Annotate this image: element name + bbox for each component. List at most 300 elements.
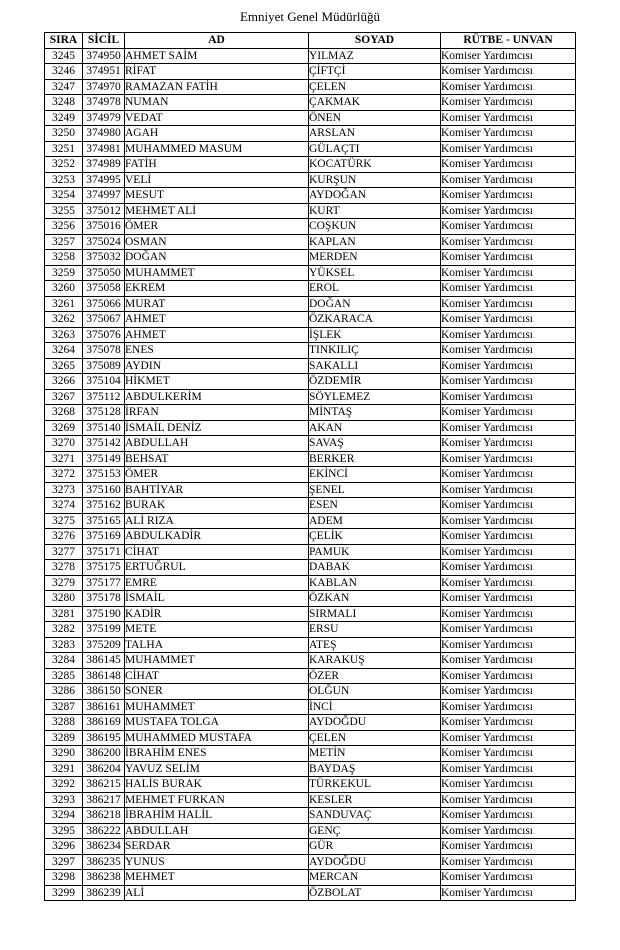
cell-sicil: 375140 — [83, 420, 125, 436]
cell-sicil: 375190 — [83, 606, 125, 622]
cell-rutbe: Komiser Yardımcısı — [441, 219, 576, 235]
cell-rutbe: Komiser Yardımcısı — [441, 637, 576, 653]
cell-sira: 3298 — [45, 870, 83, 886]
cell-soyad: TÜRKEKUL — [309, 777, 441, 793]
cell-rutbe: Komiser Yardımcısı — [441, 327, 576, 343]
cell-sicil: 386235 — [83, 854, 125, 870]
cell-rutbe: Komiser Yardımcısı — [441, 467, 576, 483]
cell-rutbe: Komiser Yardımcısı — [441, 126, 576, 142]
cell-soyad: DABAK — [309, 560, 441, 576]
cell-rutbe: Komiser Yardımcısı — [441, 312, 576, 328]
cell-ad: HALİS BURAK — [125, 777, 309, 793]
cell-sicil: 375142 — [83, 436, 125, 452]
cell-soyad: KURT — [309, 203, 441, 219]
cell-rutbe: Komiser Yardımcısı — [441, 498, 576, 514]
cell-ad: KADİR — [125, 606, 309, 622]
cell-soyad: ÇELEN — [309, 730, 441, 746]
cell-sicil: 386238 — [83, 870, 125, 886]
table-row — [45, 823, 576, 839]
cell-sicil: 386200 — [83, 746, 125, 762]
table-row — [45, 746, 576, 762]
cell-sira: 3289 — [45, 730, 83, 746]
cell-sicil: 375076 — [83, 327, 125, 343]
table-row — [45, 343, 576, 359]
cell-ad: AGAH — [125, 126, 309, 142]
cell-ad: BURAK — [125, 498, 309, 514]
cell-soyad: ÇELEN — [309, 79, 441, 95]
cell-rutbe: Komiser Yardımcısı — [441, 250, 576, 266]
cell-sicil: 375032 — [83, 250, 125, 266]
cell-sicil: 375089 — [83, 358, 125, 374]
cell-ad: BAHTİYAR — [125, 482, 309, 498]
cell-ad: AHMET — [125, 312, 309, 328]
table-row — [45, 854, 576, 870]
cell-ad: ALİ — [125, 885, 309, 901]
cell-soyad: KARAKUŞ — [309, 653, 441, 669]
cell-sicil: 386195 — [83, 730, 125, 746]
cell-rutbe: Komiser Yardımcısı — [441, 296, 576, 312]
document-title: Emniyet Genel Müdürlüğü — [239, 9, 381, 24]
cell-sicil: 375169 — [83, 529, 125, 545]
cell-soyad: PAMUK — [309, 544, 441, 560]
cell-sira: 3264 — [45, 343, 83, 359]
cell-soyad: GENÇ — [309, 823, 441, 839]
cell-rutbe: Komiser Yardımcısı — [441, 95, 576, 111]
cell-ad: ABDULLAH — [125, 823, 309, 839]
cell-ad: RİFAT — [125, 64, 309, 80]
table-row — [45, 529, 576, 545]
cell-sicil: 386217 — [83, 792, 125, 808]
cell-soyad: YILMAZ — [309, 48, 441, 64]
cell-soyad: ERSU — [309, 622, 441, 638]
table-row — [45, 591, 576, 607]
cell-soyad: ESEN — [309, 498, 441, 514]
table-row — [45, 358, 576, 374]
cell-rutbe: Komiser Yardımcısı — [441, 715, 576, 731]
cell-sicil: 375162 — [83, 498, 125, 514]
cell-sira: 3283 — [45, 637, 83, 653]
cell-soyad: KOCATÜRK — [309, 157, 441, 173]
cell-ad: İSMAİL DENİZ — [125, 420, 309, 436]
cell-rutbe: Komiser Yardımcısı — [441, 188, 576, 204]
cell-sira: 3280 — [45, 591, 83, 607]
table-row — [45, 203, 576, 219]
cell-rutbe: Komiser Yardımcısı — [441, 203, 576, 219]
cell-sira: 3297 — [45, 854, 83, 870]
table-row — [45, 79, 576, 95]
table-row — [45, 808, 576, 824]
cell-ad: AHMET — [125, 327, 309, 343]
cell-ad: ÖMER — [125, 219, 309, 235]
cell-rutbe: Komiser Yardımcısı — [441, 823, 576, 839]
cell-sicil: 375175 — [83, 560, 125, 576]
cell-sira: 3276 — [45, 529, 83, 545]
cell-soyad: ADEM — [309, 513, 441, 529]
cell-sira: 3248 — [45, 95, 83, 111]
table-row — [45, 265, 576, 281]
cell-soyad: BERKER — [309, 451, 441, 467]
table-row — [45, 699, 576, 715]
cell-soyad: DOĞAN — [309, 296, 441, 312]
cell-ad: METE — [125, 622, 309, 638]
cell-soyad: EKİNCİ — [309, 467, 441, 483]
cell-sicil: 375066 — [83, 296, 125, 312]
cell-sira: 3282 — [45, 622, 83, 638]
cell-ad: ALİ RIZA — [125, 513, 309, 529]
table-row — [45, 668, 576, 684]
cell-rutbe: Komiser Yardımcısı — [441, 358, 576, 374]
cell-sira: 3253 — [45, 172, 83, 188]
cell-soyad: MİNTAŞ — [309, 405, 441, 421]
cell-sira: 3268 — [45, 405, 83, 421]
cell-ad: ABDULKADİR — [125, 529, 309, 545]
cell-rutbe: Komiser Yardımcısı — [441, 265, 576, 281]
cell-rutbe: Komiser Yardımcısı — [441, 684, 576, 700]
cell-sira: 3295 — [45, 823, 83, 839]
cell-rutbe: Komiser Yardımcısı — [441, 622, 576, 638]
cell-ad: AYDIN — [125, 358, 309, 374]
cell-ad: İBRAHİM ENES — [125, 746, 309, 762]
cell-ad: ABDULKERİM — [125, 389, 309, 405]
cell-sira: 3260 — [45, 281, 83, 297]
cell-ad: ERTUĞRUL — [125, 560, 309, 576]
cell-sicil: 386239 — [83, 885, 125, 901]
cell-rutbe: Komiser Yardımcısı — [441, 575, 576, 591]
cell-soyad: ÇİFTÇİ — [309, 64, 441, 80]
cell-soyad: ÖZKARACA — [309, 312, 441, 328]
cell-sira: 3247 — [45, 79, 83, 95]
cell-soyad: ÖNEN — [309, 110, 441, 126]
cell-sicil: 374989 — [83, 157, 125, 173]
table-row — [45, 126, 576, 142]
table-row — [45, 436, 576, 452]
table-row — [45, 374, 576, 390]
cell-rutbe: Komiser Yardımcısı — [441, 761, 576, 777]
cell-rutbe: Komiser Yardımcısı — [441, 746, 576, 762]
table-header-row — [45, 33, 576, 49]
header-ad: AD — [125, 33, 309, 49]
cell-sicil: 375050 — [83, 265, 125, 281]
cell-sicil: 375078 — [83, 343, 125, 359]
table-row — [45, 157, 576, 173]
cell-sicil: 374979 — [83, 110, 125, 126]
cell-rutbe: Komiser Yardımcısı — [441, 157, 576, 173]
cell-sicil: 375178 — [83, 591, 125, 607]
table-row — [45, 451, 576, 467]
cell-soyad: METİN — [309, 746, 441, 762]
cell-ad: NUMAN — [125, 95, 309, 111]
cell-ad: TALHA — [125, 637, 309, 653]
cell-soyad: GÜLAÇTI — [309, 141, 441, 157]
cell-soyad: ATEŞ — [309, 637, 441, 653]
table-row — [45, 110, 576, 126]
cell-sira: 3273 — [45, 482, 83, 498]
cell-sicil: 375112 — [83, 389, 125, 405]
cell-soyad: KAPLAN — [309, 234, 441, 250]
cell-ad: AHMET SAİM — [125, 48, 309, 64]
cell-soyad: ARSLAN — [309, 126, 441, 142]
cell-sicil: 375016 — [83, 219, 125, 235]
cell-soyad: SÖYLEMEZ — [309, 389, 441, 405]
cell-soyad: SANDUVAÇ — [309, 808, 441, 824]
cell-rutbe: Komiser Yardımcısı — [441, 668, 576, 684]
cell-sira: 3265 — [45, 358, 83, 374]
table-row — [45, 64, 576, 80]
cell-soyad: İŞLEK — [309, 327, 441, 343]
cell-rutbe: Komiser Yardımcısı — [441, 606, 576, 622]
cell-soyad: AYDOĞAN — [309, 188, 441, 204]
table-row — [45, 95, 576, 111]
cell-sira: 3291 — [45, 761, 83, 777]
cell-sira: 3252 — [45, 157, 83, 173]
cell-sira: 3263 — [45, 327, 83, 343]
cell-rutbe: Komiser Yardımcısı — [441, 839, 576, 855]
cell-rutbe: Komiser Yardımcısı — [441, 79, 576, 95]
cell-sicil: 375171 — [83, 544, 125, 560]
cell-soyad: ÖZDEMİR — [309, 374, 441, 390]
cell-ad: İSMAİL — [125, 591, 309, 607]
table-row — [45, 172, 576, 188]
cell-sira: 3278 — [45, 560, 83, 576]
cell-rutbe: Komiser Yardımcısı — [441, 792, 576, 808]
table-row — [45, 730, 576, 746]
cell-sira: 3293 — [45, 792, 83, 808]
cell-sicil: 374970 — [83, 79, 125, 95]
cell-rutbe: Komiser Yardımcısı — [441, 529, 576, 545]
cell-ad: CİHAT — [125, 544, 309, 560]
cell-sicil: 375177 — [83, 575, 125, 591]
cell-soyad: MERDEN — [309, 250, 441, 266]
cell-soyad: MERCAN — [309, 870, 441, 886]
cell-rutbe: Komiser Yardımcısı — [441, 281, 576, 297]
cell-sira: 3281 — [45, 606, 83, 622]
cell-rutbe: Komiser Yardımcısı — [441, 699, 576, 715]
cell-sicil: 386218 — [83, 808, 125, 824]
cell-rutbe: Komiser Yardımcısı — [441, 560, 576, 576]
cell-rutbe: Komiser Yardımcısı — [441, 854, 576, 870]
cell-soyad: EROL — [309, 281, 441, 297]
cell-sira: 3246 — [45, 64, 83, 80]
cell-sicil: 374995 — [83, 172, 125, 188]
cell-ad: EMRE — [125, 575, 309, 591]
table-body — [45, 48, 576, 901]
cell-ad: ABDULLAH — [125, 436, 309, 452]
table-row — [45, 653, 576, 669]
table-row — [45, 839, 576, 855]
cell-sira: 3245 — [45, 48, 83, 64]
cell-sira: 3256 — [45, 219, 83, 235]
cell-sicil: 386169 — [83, 715, 125, 731]
cell-sicil: 375058 — [83, 281, 125, 297]
cell-sicil: 375024 — [83, 234, 125, 250]
cell-sicil: 386204 — [83, 761, 125, 777]
cell-ad: CİHAT — [125, 668, 309, 684]
cell-sicil: 374950 — [83, 48, 125, 64]
cell-rutbe: Komiser Yardımcısı — [441, 141, 576, 157]
cell-sira: 3296 — [45, 839, 83, 855]
cell-rutbe: Komiser Yardımcısı — [441, 420, 576, 436]
table-row — [45, 281, 576, 297]
cell-rutbe: Komiser Yardımcısı — [441, 730, 576, 746]
cell-sicil: 386145 — [83, 653, 125, 669]
table-row — [45, 498, 576, 514]
cell-sicil: 386161 — [83, 699, 125, 715]
cell-soyad: AKAN — [309, 420, 441, 436]
table-row — [45, 250, 576, 266]
cell-rutbe: Komiser Yardımcısı — [441, 374, 576, 390]
table-row — [45, 715, 576, 731]
table-row — [45, 885, 576, 901]
cell-sicil: 374980 — [83, 126, 125, 142]
cell-sira: 3285 — [45, 668, 83, 684]
cell-sicil: 375012 — [83, 203, 125, 219]
table-row — [45, 792, 576, 808]
cell-sira: 3277 — [45, 544, 83, 560]
cell-soyad: AYDOĞDU — [309, 715, 441, 731]
table-row — [45, 575, 576, 591]
cell-rutbe: Komiser Yardımcısı — [441, 64, 576, 80]
cell-sira: 3267 — [45, 389, 83, 405]
cell-soyad: SAKALLI — [309, 358, 441, 374]
header-sicil: SİCİL — [83, 33, 125, 49]
cell-rutbe: Komiser Yardımcısı — [441, 389, 576, 405]
cell-soyad: COŞKUN — [309, 219, 441, 235]
cell-sicil: 386148 — [83, 668, 125, 684]
cell-sira: 3279 — [45, 575, 83, 591]
table-row — [45, 513, 576, 529]
cell-sira: 3259 — [45, 265, 83, 281]
cell-ad: İRFAN — [125, 405, 309, 421]
table-row — [45, 327, 576, 343]
table-row — [45, 482, 576, 498]
cell-sicil: 374978 — [83, 95, 125, 111]
cell-ad: YAVUZ SELİM — [125, 761, 309, 777]
cell-sira: 3262 — [45, 312, 83, 328]
cell-sicil: 386215 — [83, 777, 125, 793]
cell-soyad: KABLAN — [309, 575, 441, 591]
cell-ad: MEHMET ALİ — [125, 203, 309, 219]
cell-rutbe: Komiser Yardımcısı — [441, 808, 576, 824]
cell-sira: 3275 — [45, 513, 83, 529]
cell-sira: 3274 — [45, 498, 83, 514]
cell-soyad: ÖZBOLAT — [309, 885, 441, 901]
header-sira: SIRA — [45, 33, 83, 49]
cell-ad: DOĞAN — [125, 250, 309, 266]
table-row — [45, 389, 576, 405]
cell-rutbe: Komiser Yardımcısı — [441, 110, 576, 126]
cell-ad: MESUT — [125, 188, 309, 204]
cell-sira: 3258 — [45, 250, 83, 266]
cell-sira: 3290 — [45, 746, 83, 762]
cell-soyad: KESLER — [309, 792, 441, 808]
table-row — [45, 467, 576, 483]
cell-sira: 3261 — [45, 296, 83, 312]
table-row — [45, 188, 576, 204]
cell-sicil: 375149 — [83, 451, 125, 467]
cell-ad: OSMAN — [125, 234, 309, 250]
cell-rutbe: Komiser Yardımcısı — [441, 885, 576, 901]
cell-ad: MUHAMMED MUSTAFA — [125, 730, 309, 746]
table-row — [45, 420, 576, 436]
cell-rutbe: Komiser Yardımcısı — [441, 405, 576, 421]
cell-ad: HİKMET — [125, 374, 309, 390]
cell-sira: 3288 — [45, 715, 83, 731]
cell-rutbe: Komiser Yardımcısı — [441, 234, 576, 250]
table-row — [45, 684, 576, 700]
cell-soyad: ÖZER — [309, 668, 441, 684]
cell-sira: 3250 — [45, 126, 83, 142]
header-soyad: SOYAD — [309, 33, 441, 49]
cell-sira: 3251 — [45, 141, 83, 157]
cell-sira: 3272 — [45, 467, 83, 483]
table-row — [45, 219, 576, 235]
table-row — [45, 234, 576, 250]
cell-soyad: KURŞUN — [309, 172, 441, 188]
cell-rutbe: Komiser Yardımcısı — [441, 436, 576, 452]
cell-rutbe: Komiser Yardımcısı — [441, 451, 576, 467]
cell-rutbe: Komiser Yardımcısı — [441, 48, 576, 64]
cell-sicil: 386150 — [83, 684, 125, 700]
cell-ad: BEHSAT — [125, 451, 309, 467]
cell-ad: YUNUS — [125, 854, 309, 870]
cell-soyad: ÇELİK — [309, 529, 441, 545]
cell-ad: ÖMER — [125, 467, 309, 483]
cell-rutbe: Komiser Yardımcısı — [441, 343, 576, 359]
cell-sira: 3284 — [45, 653, 83, 669]
cell-sira: 3294 — [45, 808, 83, 824]
cell-soyad: SIRMALI — [309, 606, 441, 622]
cell-ad: VELİ — [125, 172, 309, 188]
cell-soyad: BAYDAŞ — [309, 761, 441, 777]
cell-ad: ENES — [125, 343, 309, 359]
cell-rutbe: Komiser Yardımcısı — [441, 777, 576, 793]
cell-sicil: 386222 — [83, 823, 125, 839]
cell-ad: RAMAZAN FATİH — [125, 79, 309, 95]
cell-sicil: 374981 — [83, 141, 125, 157]
cell-rutbe: Komiser Yardımcısı — [441, 870, 576, 886]
cell-sira: 3254 — [45, 188, 83, 204]
cell-soyad: TINKILIÇ — [309, 343, 441, 359]
cell-ad: EKREM — [125, 281, 309, 297]
cell-sira: 3257 — [45, 234, 83, 250]
cell-ad: MEHMET — [125, 870, 309, 886]
table-row — [45, 637, 576, 653]
cell-sira: 3270 — [45, 436, 83, 452]
cell-rutbe: Komiser Yardımcısı — [441, 513, 576, 529]
cell-sira: 3299 — [45, 885, 83, 901]
cell-ad: SERDAR — [125, 839, 309, 855]
cell-ad: SONER — [125, 684, 309, 700]
cell-sira: 3287 — [45, 699, 83, 715]
cell-soyad: AYDOĞDU — [309, 854, 441, 870]
cell-ad: MUHAMMED MASUM — [125, 141, 309, 157]
cell-ad: VEDAT — [125, 110, 309, 126]
table-row — [45, 312, 576, 328]
cell-sicil: 375104 — [83, 374, 125, 390]
cell-ad: MURAT — [125, 296, 309, 312]
cell-soyad: OLĞUN — [309, 684, 441, 700]
cell-sira: 3271 — [45, 451, 83, 467]
cell-sira: 3249 — [45, 110, 83, 126]
table-row — [45, 296, 576, 312]
cell-soyad: SAVAŞ — [309, 436, 441, 452]
cell-rutbe: Komiser Yardımcısı — [441, 544, 576, 560]
cell-ad: MUHAMMET — [125, 653, 309, 669]
table-row — [45, 48, 576, 64]
cell-rutbe: Komiser Yardımcısı — [441, 591, 576, 607]
cell-sicil: 375160 — [83, 482, 125, 498]
table-row — [45, 870, 576, 886]
